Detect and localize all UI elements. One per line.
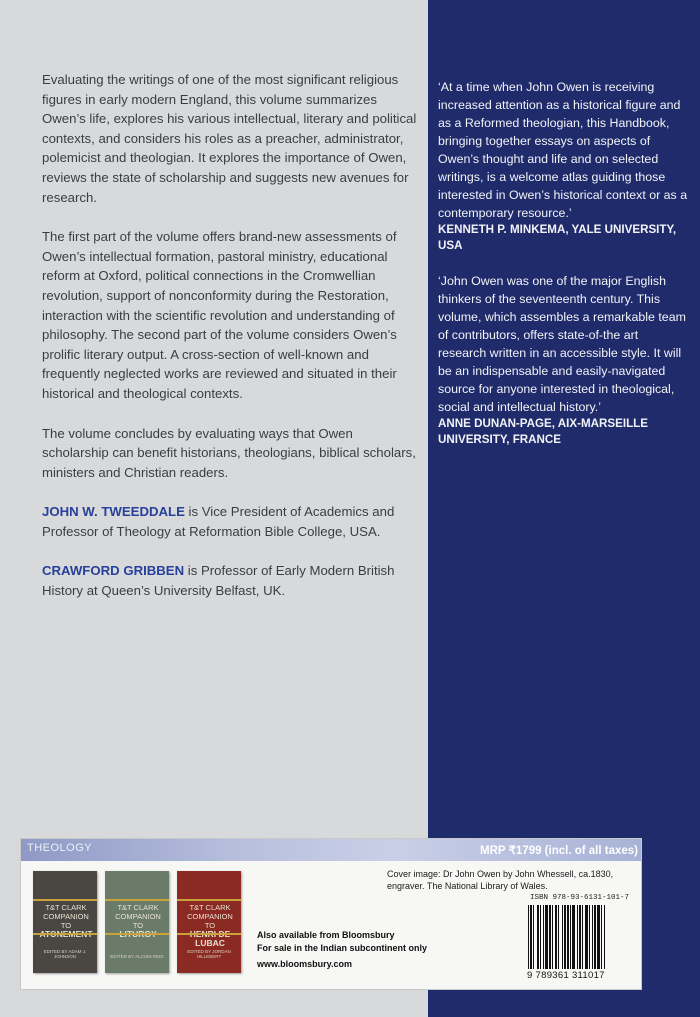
- barcode-bar: [585, 905, 588, 969]
- book-series: T&T CLARK COMPANION TO: [187, 903, 233, 930]
- book-accent-line: [177, 933, 241, 935]
- blurb-paragraph: The first part of the volume offers brand-new assessments of Owen’s intellectual formation, pastoral ministry, educational reform at Oxford, political connections in the Cromwellian revolution, support of nonconformity during the Restoration, interaction with the scientific revolution and understanding of philosophy. The second part of the volume considers Owen’s prolific literary output. A cross-section of well-known and frequently neglected works are reviewed and situated in their historical and theological contexts.: [42, 229, 397, 401]
- barcode-bar: [549, 905, 551, 969]
- barcode-bar: [533, 905, 534, 969]
- editor-bio: [42, 561, 417, 600]
- book-series: T&T CLARK COMPANION TO: [115, 903, 161, 930]
- blurb-paragraph: The volume concludes by evaluating ways that Owen scholarship can benefit historians, theologians, biblical scholars, ministers and Christian readers.: [42, 425, 416, 480]
- editor-bio: [42, 502, 417, 541]
- barcode-bar: [577, 905, 578, 969]
- price-label: MRP ₹1799 (incl. of all taxes): [480, 845, 638, 857]
- sale-region-text: For sale in the Indian subcontinent only: [257, 942, 428, 953]
- blurb: [42, 70, 417, 621]
- barcode-bar: [567, 905, 569, 969]
- endorsements: [438, 78, 688, 466]
- barcode-bar: [558, 905, 559, 969]
- barcode-bar: [582, 905, 583, 969]
- isbn-label: ISBN 978-93-6131-101-7: [530, 894, 630, 902]
- barcode-bar: [545, 905, 548, 969]
- book-thumbnail: [33, 871, 97, 973]
- bottom-info-strip: [20, 838, 642, 990]
- blurb-paragraph: Evaluating the writings of one of the most significant religious figures in early modern England, this volume summarizes Owen’s life, explores his various intellectual, literary and political contexts, and considers his roles as a preacher, administrator, polemicist and theologian. It explores the importance of Owen, reviews the state of scholarship and suggests new avenues for research.: [42, 72, 417, 205]
- book-accent-line: [177, 899, 241, 901]
- also-available-text: Also available from Bloomsbury: [257, 930, 395, 940]
- barcode-bar: [597, 905, 600, 969]
- barcode-bar: [601, 905, 602, 969]
- barcode-bar: [570, 905, 571, 969]
- book-editor: EDITED BY JORDAN HILLEBERT: [187, 949, 231, 959]
- book-accent-line: [33, 899, 97, 901]
- category-label: THEOLOGY: [27, 842, 93, 854]
- publisher-website[interactable]: www.bloomsbury.com: [257, 959, 353, 969]
- barcode-bar: [555, 905, 557, 969]
- barcode-bar: [604, 905, 605, 969]
- barcode-bar: [589, 905, 590, 969]
- barcode-bar: [540, 905, 541, 969]
- barcode-bar: [579, 905, 581, 969]
- book-editor: EDITED BY ALCUIN REID: [110, 954, 164, 959]
- endorsement-quote: ‘John Owen was one of the major English thinkers of the seventeenth century. This volume, which assembles a remarkable team of contributors, offers state-of-the art research written in an accessible style. It will be an indispensable and easily-navigated source for anyone interested in theological, social and intellectual history.’: [438, 274, 686, 414]
- barcode-bar: [594, 905, 596, 969]
- book-accent-line: [105, 899, 169, 901]
- barcode-bar: [530, 905, 532, 969]
- barcode-number: 9 789361 311017: [527, 970, 605, 981]
- editor-bio-text: is Vice President of Academics and Professor of Theology at Reformation Bible College, USA.: [42, 504, 395, 539]
- book-thumbnail: [177, 871, 241, 973]
- barcode-bar: [543, 905, 544, 969]
- availability-note: [257, 929, 427, 954]
- category-band: [21, 839, 641, 861]
- barcode-bar: [564, 905, 566, 969]
- book-series-text: [183, 903, 237, 948]
- book-editor: EDITED BY ADAM J. JOHNSON: [43, 949, 87, 959]
- book-series: T&T CLARK COMPANION TO: [43, 903, 89, 930]
- endorsement-attribution: KENNETH P. MINKEMA, YALE UNIVERSITY, USA: [438, 223, 677, 252]
- editor-name: CRAWFORD GRIBBEN: [42, 563, 185, 579]
- barcode-bar: [537, 905, 539, 969]
- barcode-bar: [572, 905, 575, 969]
- barcode-image: [527, 905, 635, 969]
- editor-name: JOHN W. TWEEDDALE: [42, 504, 185, 520]
- barcode-bar: [562, 905, 563, 969]
- book-thumbnail: [105, 871, 169, 973]
- endorsement-attribution: ANNE DUNAN-PAGE, AIX-MARSEILLE UNIVERSITY, FRANCE: [438, 417, 648, 446]
- editor-bio-text: is Professor of Early Modern British History at Queen’s University Belfast, UK.: [42, 563, 395, 599]
- barcode-bar: [528, 905, 529, 969]
- cover-image-credit: Cover image: Dr John Owen by John Whessell, ca.1830, engraver. The National Library of Wales.: [387, 869, 614, 891]
- book-accent-line: [33, 933, 97, 935]
- barcode-bar: [552, 905, 553, 969]
- endorsement-quote: ‘At a time when John Owen is receiving increased attention as a historical figure and as a Reformed theologian, this Handbook, bringing together essays on aspects of Owen’s thought and life and on selected writings, is a welcome atlas guiding those interested in Owen’s historical context or as a contemporary resource.’: [438, 80, 688, 220]
- book-title: LUBAC: [195, 938, 225, 948]
- barcode-bar: [592, 905, 593, 969]
- book-accent-line: [105, 933, 169, 935]
